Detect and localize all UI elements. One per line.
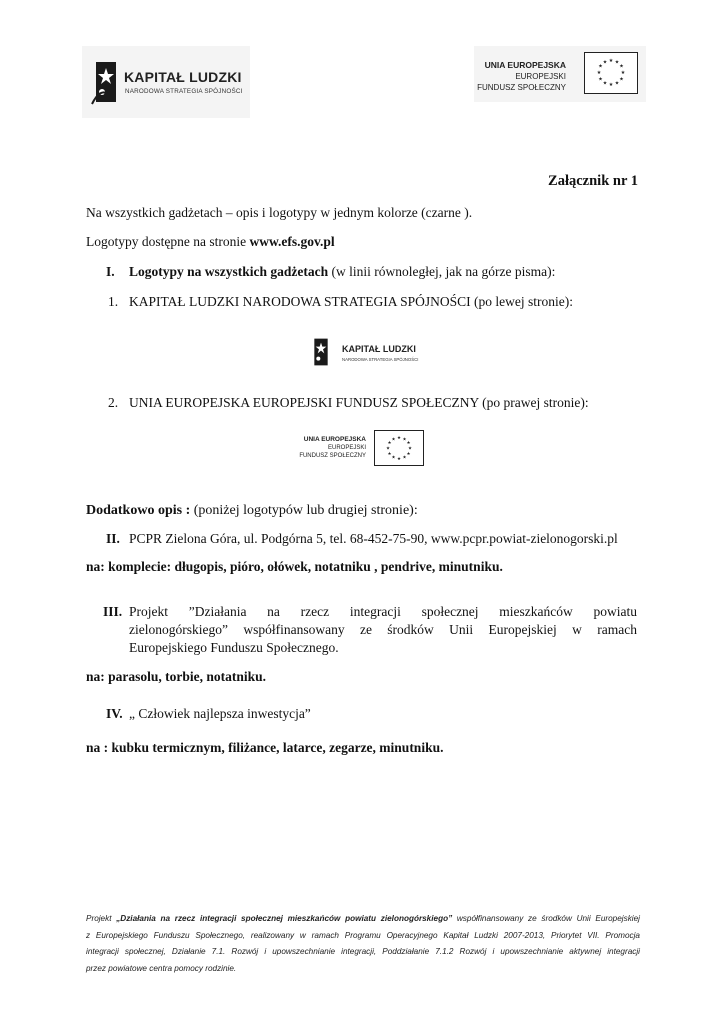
na-line-2: na: parasolu, torbie, notatniku. xyxy=(86,669,267,684)
footer-line-1: Projekt „Działania na rzecz integracji społecznej mieszkańców powiatu zielonogórskiego” współfinansowany ze środków Unii Europejskiej xyxy=(86,914,640,923)
ue-small-line3: FUNDUSZ SPOŁECZNY xyxy=(299,453,366,459)
section-3-line-1: Projekt ”Działania na rzecz integracji społecznej mieszkańców powiatu xyxy=(129,604,637,619)
svg-text:★: ★ xyxy=(619,63,624,70)
svg-text:★: ★ xyxy=(391,437,396,443)
ue-small-line2: EUROPEJSKI xyxy=(327,445,366,451)
svg-text:★: ★ xyxy=(619,76,624,83)
svg-text:★: ★ xyxy=(614,80,620,87)
svg-text:★: ★ xyxy=(608,58,614,64)
svg-text:★: ★ xyxy=(620,70,626,76)
svg-text:★: ★ xyxy=(396,436,402,441)
svg-text:★: ★ xyxy=(387,452,392,457)
na-line-3: na : kubku termicznym, filiżance, latarce, zegarze, minutniku. xyxy=(86,740,444,755)
svg-text:★: ★ xyxy=(391,455,396,461)
footer-note xyxy=(86,911,640,977)
footer-line-3: integracji społecznej, Działanie 7.1. Rozwój i upowszechnianie integracji, Poddziałanie 7.1.2 Rozwój i upowszechnianie aktywnej integracji xyxy=(86,947,640,956)
svg-text:★: ★ xyxy=(598,63,603,70)
footer-line-2: z Europejskiego Funduszu Społecznego, realizowany w ramach Programu Operacyjnego Kapitał Ludzki 2007-2013, Priorytet VII. Promocja xyxy=(86,930,640,940)
section-3-line-2: zielonogórskiego” współfinansowany ze środków Unii Europejskiej w ramach xyxy=(129,622,637,637)
footer-line-4: przez powiatowe centra pomocy rodzinie. xyxy=(86,963,237,973)
svg-text:★: ★ xyxy=(602,80,608,87)
ue-small-line1: UNIA EUROPEJSKA xyxy=(303,436,366,443)
svg-text:★: ★ xyxy=(406,441,411,446)
section-2-text: PCPR Zielona Góra, ul. Podgórna 5, tel. 68-452-75-90, www.pcpr.powiat-zielonogorski.pl xyxy=(129,531,618,546)
svg-text:★: ★ xyxy=(385,446,391,452)
section-4-text: „ Człowiek najlepsza inwestycja” xyxy=(129,706,311,721)
eu-flag-icon xyxy=(584,52,638,94)
svg-text:★: ★ xyxy=(596,70,602,76)
eu-flag-small-icon xyxy=(374,430,424,466)
section-1-heading: Logotypy na wszystkich gadżetach (w linii równoległej, jak na górze pisma): xyxy=(129,264,556,279)
kapital-ludzki-logo-small xyxy=(310,336,420,370)
svg-text:★: ★ xyxy=(406,452,411,457)
section-3-number: III. xyxy=(103,604,123,619)
ue-logo-line3: FUNDUSZ SPOŁECZNY xyxy=(477,83,566,92)
svg-text:★: ★ xyxy=(598,76,603,83)
section-3-line-3: Europejskiego Funduszu Społecznego. xyxy=(129,640,339,655)
kapital-ludzki-sub: NARODOWA STRATEGIA SPÓJNOŚCI xyxy=(125,88,243,95)
na-line-1: na: komplecie: długopis, pióro, ołówek, notatniku , pendrive, minutniku. xyxy=(86,559,503,574)
section-1-number: I. xyxy=(106,264,115,279)
ue-efs-logo xyxy=(474,46,646,102)
ue-logo-line2: EUROPEJSKI xyxy=(515,72,566,81)
kapital-ludzki-small-name: KAPITAŁ LUDZKI xyxy=(342,344,416,354)
svg-text:★: ★ xyxy=(608,82,614,88)
svg-text:★: ★ xyxy=(402,437,407,443)
kapital-ludzki-name: KAPITAŁ LUDZKI xyxy=(124,69,242,85)
ue-logo-line1: UNIA EUROPEJSKA xyxy=(484,60,566,70)
section-4-number: IV. xyxy=(106,706,123,721)
extra-description-heading: Dodatkowo opis : (poniżej logotypów lub drugiej stronie): xyxy=(86,503,418,518)
kapital-ludzki-logo xyxy=(82,46,250,118)
kapital-ludzki-small-sub: NARODOWA STRATEGIA SPÓJNOŚCI xyxy=(342,357,419,362)
ue-efs-logo-small xyxy=(296,430,428,466)
item-1-text: KAPITAŁ LUDZKI NARODOWA STRATEGIA SPÓJNOŚCI (po lewej stronie): xyxy=(129,294,574,309)
item-2-text: UNIA EUROPEJSKA EUROPEJSKI FUNDUSZ SPOŁECZNY (po prawej stronie): xyxy=(129,395,589,410)
svg-text:★: ★ xyxy=(614,59,620,66)
item-2-number: 2. xyxy=(108,395,119,410)
item-1-number: 1. xyxy=(108,294,119,309)
svg-text:★: ★ xyxy=(402,455,407,461)
svg-text:★: ★ xyxy=(387,441,392,446)
efs-link[interactable]: www.efs.gov.pl xyxy=(249,234,335,249)
kapital-ludzki-mark-small-icon xyxy=(310,336,332,368)
attachment-label: Załącznik nr 1 xyxy=(548,173,638,189)
svg-text:★: ★ xyxy=(407,446,413,452)
svg-text:★: ★ xyxy=(396,457,402,462)
paragraph-1: Na wszystkich gadżetach – opis i logotypy w jednym kolorze (czarne ). xyxy=(86,205,473,220)
section-2-number: II. xyxy=(106,531,120,546)
paragraph-2: Logotypy dostępne na stronie www.efs.gov.pl xyxy=(86,234,335,249)
svg-text:★: ★ xyxy=(602,59,608,66)
kapital-ludzki-mark-icon xyxy=(90,58,122,106)
